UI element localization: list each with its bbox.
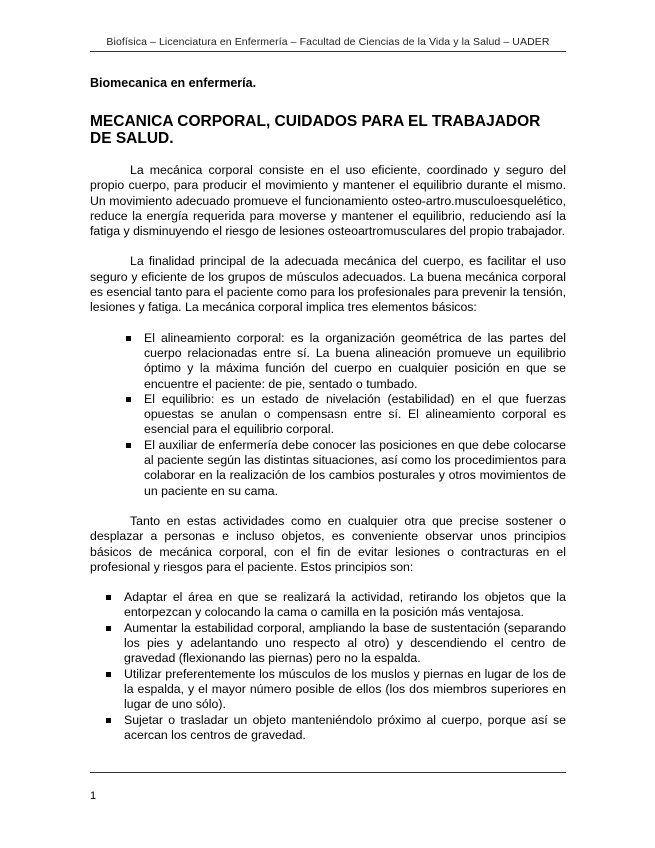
header-divider xyxy=(90,51,566,52)
document-title: MECANICA CORPORAL, CUIDADOS PARA EL TRABAJADOR DE SALUD. xyxy=(90,113,541,147)
footer-divider xyxy=(90,772,566,773)
list-item-text: El auxiliar de enfermería debe conocer las posiciones en que debe colocarse al paciente según las distintas situaciones, así como los procedimientos para colaborar en la realización de los cambios posturales y otros movimientos de un paciente en su cama. xyxy=(144,437,566,498)
document-body xyxy=(90,76,566,743)
list-item xyxy=(144,438,566,499)
paragraph-principles-intro: Tanto en estas actividades como en cualquier otra que precise sostener o desplazar a personas e incluso objetos, es conveniente observar unos principios básicos de mecánica corporal, con el fin de evitar lesiones o contracturas en el profesional y riesgos para el paciente. Estos principios son: xyxy=(90,513,566,574)
list-item xyxy=(124,590,566,621)
list-item-text: Sujetar o trasladar un objeto manteniéndolo próximo al cuerpo, porque así se acercan los centros de gravedad. xyxy=(124,712,566,742)
bullet-icon xyxy=(106,672,111,677)
bullet-icon xyxy=(106,595,111,600)
list-item xyxy=(144,392,566,438)
principles-list xyxy=(90,590,566,743)
list-item xyxy=(144,331,566,392)
list-item-text: Aumentar la estabilidad corporal, ampliando la base de sustentación (separando los pies y adelantando uno respecto al otro) y descendiendo el centro de gravedad (flexionando las piernas) pero no la espalda. xyxy=(124,620,566,666)
bullet-icon xyxy=(126,443,131,448)
bullet-icon xyxy=(106,718,111,723)
list-item xyxy=(124,667,566,713)
list-item xyxy=(124,713,566,744)
list-item-text: Adaptar el área en que se realizará la actividad, retirando los objetos que la entorpezcan y colocando la cama o camilla en la posición más ventajosa. xyxy=(124,590,566,620)
document-subtitle: Biomecanica en enfermería. xyxy=(90,76,257,90)
list-item-text: Utilizar preferentemente los músculos de los muslos y piernas en lugar de los de la espalda, y el mayor número posible de ellos (los dos miembros superiores en lugar de uno sólo). xyxy=(124,666,566,712)
paragraph-intro: La mecánica corporal consiste en el uso eficiente, coordinado y seguro del propio cuerpo, para producir el movimiento y mantener el equilibrio durante el mismo. Un movimiento adecuado promueve el funcionamiento osteo-artro.musculoesquelético, reduce la energía requerida para moverse y mantener el equilibrio, reduciendo así la fatiga y disminuyendo el riesgo de lesiones osteoartromusculares del propio trabajador. xyxy=(90,163,566,239)
bullet-icon xyxy=(126,336,131,341)
bullet-icon xyxy=(106,626,111,631)
running-header: Biofísica – Licenciatura en Enfermería – Facultad de Ciencias de la Vida y la Salud – UADER xyxy=(106,36,550,48)
page-number: 1 xyxy=(90,790,97,802)
bullet-icon xyxy=(126,397,131,402)
list-item-text: El alineamiento corporal: es la organización geométrica de las partes del cuerpo relacionadas entre sí. La buena alineación promueve un equilibrio óptimo y la máxima función del cuerpo en cualquier posición en que se encuentre el paciente: de pie, sentado o tumbado. xyxy=(144,330,566,391)
list-item xyxy=(124,621,566,667)
basic-elements-list xyxy=(90,331,566,499)
paragraph-purpose: La finalidad principal de la adecuada mecánica del cuerpo, es facilitar el uso seguro y eficiente de los grupos de músculos adecuados. La buena mecánica corporal es esencial tanto para el paciente como para los profesionales para prevenir la tensión, lesiones y fatiga. La mecánica corporal implica tres elementos básicos: xyxy=(90,254,566,315)
list-item-text: El equilibrio: es un estado de nivelación (estabilidad) en el que fuerzas opuestas se anulan o compensasn entre sí. El alineamiento corporal es esencial para el equilibrio corporal. xyxy=(144,391,566,437)
